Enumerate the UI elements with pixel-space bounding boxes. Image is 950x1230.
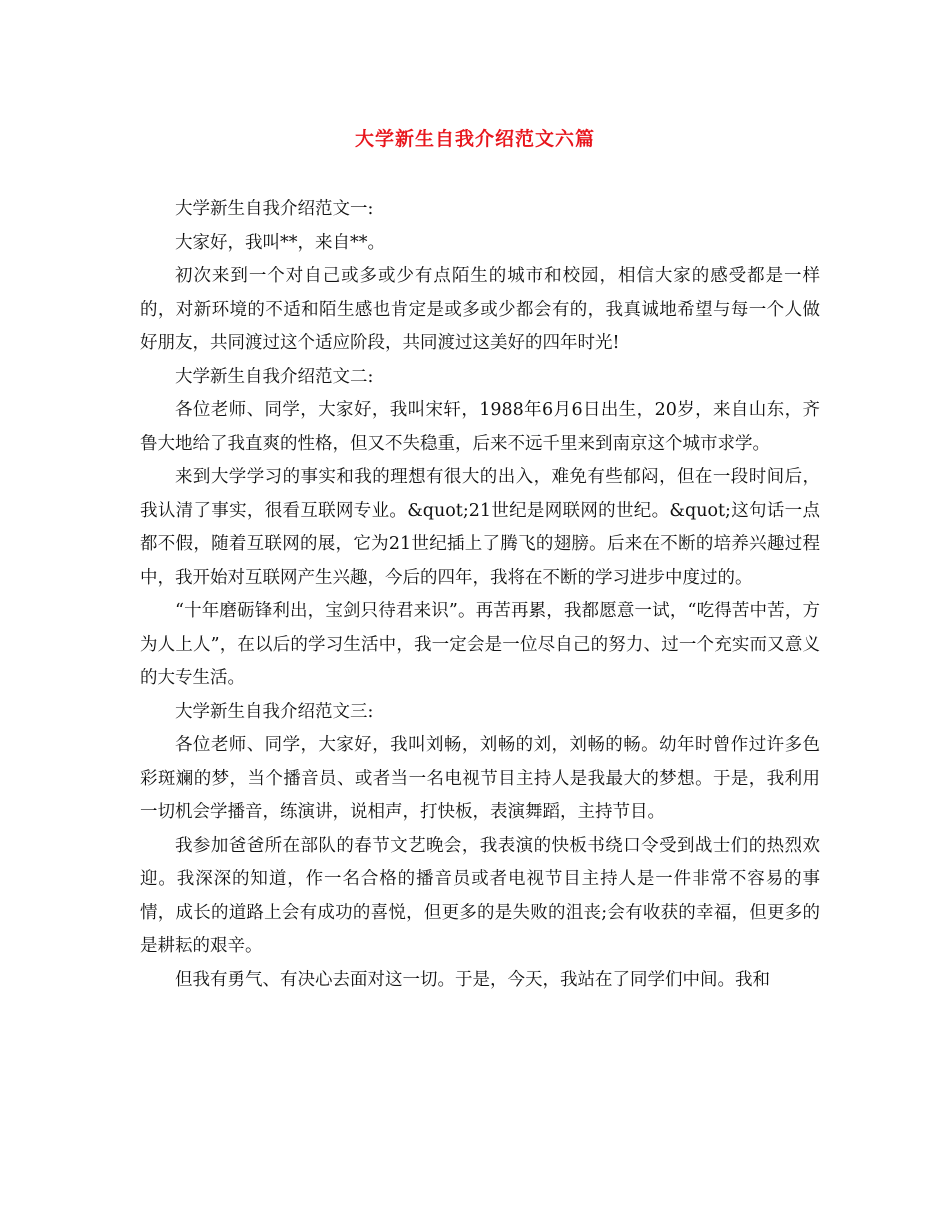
paragraph: 大学新生自我介绍范文二:: [175, 366, 374, 387]
paragraph: 各位老师、同学，大家好，我叫宋轩，1988年6月6日出生，20岁，来自山东，齐鲁大地给了我直爽的性格，但又不失稳重，后来不远千里来到南京这个城市求学。: [140, 400, 820, 454]
paragraph: 我参加爸爸所在部队的春节文艺晚会，我表演的快板书绕口令受到战士们的热烈欢迎。我深深的知道，作一名合格的播音员或者电视节目主持人是一件非常不容易的事情，成长的道路上会有成功的喜悦，但更多的是失败的沮丧;会有收获的幸福，但更多的是耕耘的艰辛。: [140, 835, 820, 956]
document-title: 大学新生自我介绍范文六篇: [354, 128, 595, 150]
paragraph: 但我有勇气、有决心去面对这一切。于是，今天，我站在了同学们中间。我和: [175, 969, 770, 990]
paragraph: 大学新生自我介绍范文三:: [175, 701, 374, 722]
paragraph: “十年磨砺锋利出，宝剑只待君来识”。再苦再累，我都愿意一试，“吃得苦中苦，方为人上人”，在以后的学习生活中，我一定会是一位尽自己的努力、过一个充实而又意义的大专生活。: [140, 601, 820, 688]
document-body: [140, 193, 820, 997]
paragraph: 大学新生自我介绍范文一:: [175, 199, 374, 219]
paragraph: 初次来到一个对自己或多或少有点陌生的城市和校园，相信大家的感受都是一样的，对新环境的不适和陌生感也肯定是或多或少都会有的，我真诚地希望与每一个人做好朋友，共同渡过这个适应阶段，共同渡过这美好的四年时光!: [140, 266, 820, 353]
paragraph: 来到大学学习的事实和我的理想有很大的出入，难免有些郁闷，但在一段时间后，我认清了事实，很看互联网专业。&quot;21世纪是网联网的世纪。&quot;这句话一点都不假，随着互联网的展，它为21世纪插上了腾飞的翅膀。后来在不断的培养兴趣过程中，我开始对互联网产生兴趣，今后的四年，我将在不断的学习进步中度过的。: [140, 467, 820, 588]
paragraph: 各位老师、同学，大家好，我叫刘畅，刘畅的刘，刘畅的畅。幼年时曾作过许多色彩斑斓的梦，当个播音员、或者当一名电视节目主持人是我最大的梦想。于是，我利用一切机会学播音，练演讲，说相声，打快板，表演舞蹈，主持节目。: [140, 735, 820, 822]
paragraph: 大家好，我叫**，来自**。: [175, 232, 385, 253]
